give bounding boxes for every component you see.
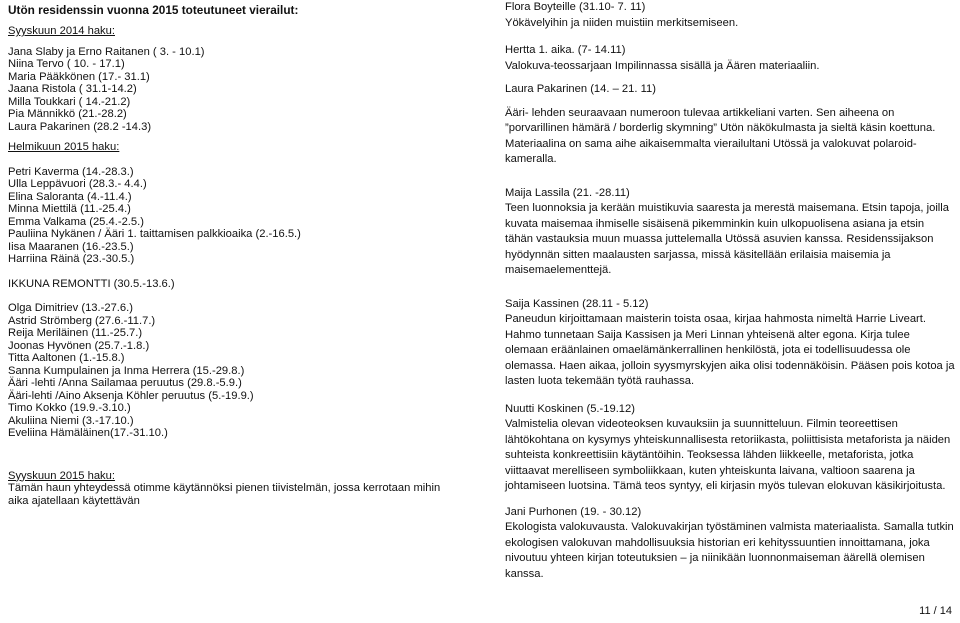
list-item: Niina Tervo ( 10. - 17.1) <box>8 58 125 70</box>
section-heading-2014: Syyskuun 2014 haku: <box>8 25 115 37</box>
list-item: Minna Miettilä (11.-25.4.) <box>8 203 131 215</box>
list-item: Iisa Maaranen (16.-23.5.) <box>8 240 134 253</box>
entry-title: Flora Boyteille (31.10- 7. 11) <box>505 1 646 13</box>
section-heading-2015-sep: Syyskuun 2015 haku: <box>8 469 115 482</box>
list-item: Laura Pakarinen (28.2 -14.3) <box>8 120 152 133</box>
entry-title: Maija Lassila (21. -28.11) <box>505 186 630 199</box>
autumn-description: Tämän haun yhteydessä otimme käytännöksi pienen tiivistelmän, jossa kerrotaan mihin aika ajatellaan käytettävän <box>8 482 441 507</box>
right-column <box>505 0 955 596</box>
page-number: 11 / 14 <box>919 605 952 617</box>
page-title: Utön residenssin vuonna 2015 toteutuneet vierailut: <box>8 3 299 17</box>
list-item: Timo Kokko (19.9.-3.10.) <box>8 402 131 414</box>
list-item: Harriina Räinä (23.-30.5.) <box>8 253 135 265</box>
list-item: Eveliina Hämäläinen(17.-31.10.) <box>8 427 168 439</box>
list-item: Astrid Strömberg (27.6.-11.7.) <box>8 314 156 327</box>
entry-text: Ekologista valokuvausta. Valokuvakirjan työstäminen valmista materiaalista. Samalla tutkin ekologisen valokuvan mahdollisuuksia historian eri kehityssuuntien innoittamana, joka nivoutuu yhteen kirjan toteutuksien – ja niinikään luonnonmaiseman äärellä olemisen kanssa. <box>505 521 954 580</box>
repair-note: IKKUNA REMONTTI (30.5.-13.6.) <box>8 277 175 290</box>
entry-title: Saija Kassinen (28.11 - 5.12) <box>505 297 649 310</box>
entry-title: Nuutti Koskinen (5.-19.12) <box>505 402 635 415</box>
left-column <box>8 0 478 508</box>
list-item: Pauliina Nykänen / Ääri 1. taittamisen palkkioaika (2.-16.5.) <box>8 228 301 240</box>
entry-text: Teen luonnoksia ja kerään muistikuvia saaresta ja merestä maisemana. Etsin tapoja, joilla kuvata maisemaa ihmiselle sisäisenä pikemminkin kuin ulkopuolisena asiana ja etsin tähän vastauksia muun muassa juttelemalla Utössä asuvien kanssa. Residenssijakson hyödynnän sitten maalausten sarjassa, missä käsitellään erilaisia maisemia ja maisemaelementtejä. <box>505 202 949 276</box>
list-item: Olga Dimitriev (13.-27.6.) <box>8 302 133 314</box>
entry-title: Hertta 1. aika. (7- 14.11) <box>505 44 626 56</box>
list-item: Jaana Ristola ( 31.1-14.2) <box>8 83 137 95</box>
list-item: Joonas Hyvönen (25.7.-1.8.) <box>8 339 150 352</box>
entry-text: Yökävelyihin ja niiden muistiin merkitsemiseen. <box>505 16 739 29</box>
list-item: Milla Toukkari ( 14.-21.2) <box>8 95 131 108</box>
entry-text: Paneudun kirjoittamaan maisterin toista osaa, kirjaa hahmosta nimeltä Harrie Liveart. Hahmo tunnetaan Saija Kassisen ja Meri Linnan yhteisenä alter egona. Kirja tulee olemaan eräänlainen omaelämänkerrallinen henkilöstä, jota ei todellisuudessa ole olemassa. Haen aikaa, jolloin syysmyrskyjen aika olisi todennäköisin. Pääsen pois kotoa ja lasten luota tekemään työtä rauhassa. <box>505 313 955 387</box>
list-item: Maria Pääkkönen (17.- 31.1) <box>8 70 150 83</box>
list-item: Emma Valkama (25.4.-2.5.) <box>8 215 144 228</box>
entry-text: Ääri- lehden seuraavaan numeroon tulevaa artikkeliani varten. Sen aiheena on ”porvarillinen hämärä / borderlig skymning” Utön näkökulmasta ja sieltä käsin koettuna. Materiaalina on sama aihe aikaisemmalta vierailultani Utössä ja valokuvat polaroid-kameralla. <box>505 106 936 165</box>
list-item: Titta Aaltonen (1.-15.8.) <box>8 352 125 364</box>
list-item: Ääri -lehti /Anna Sailamaa peruutus (29.8.-5.9.) <box>8 377 242 389</box>
list-item: Jana Slaby ja Erno Raitanen ( 3. - 10.1) <box>8 45 205 58</box>
list-item: Ääri-lehti /Aino Aksenja Köhler peruutus (5.-19.9.) <box>8 389 254 402</box>
entry-title: Jani Purhonen (19. - 30.12) <box>505 505 642 518</box>
list-item: Elina Saloranta (4.-11.4.) <box>8 190 132 203</box>
list-item: Pia Männikkö (21.-28.2) <box>8 108 127 120</box>
entry-text: Valokuva-teossarjaan Impilinnassa sisällä ja Äären materiaaliin. <box>505 59 820 72</box>
list-item: Ulla Leppävuori (28.3.- 4.4.) <box>8 178 147 190</box>
list-item: Akuliina Niemi (3.-17.10.) <box>8 414 134 427</box>
entry-text: Valmistelia olevan videoteoksen kuvauksiin ja suunnitteluun. Filmin teoreettisen lähtökohtana on kysymys yhteiskunnallisesta retoriikasta, poliittisista metaforista ja näiden suhteista konkreettisiin käytäntöihin. Teoksessa lähden liikkeelle, metaforista, jotka viittaavat merelliseen symboliikkaan, kuten yhteiskunta laivana, valtioon saarena ja johtamiseen luotsina. Tämä teos syntyy, eli kirjasin myös tulevan elokuvan käsikirjoitusta. <box>505 418 951 492</box>
list-item: Sanna Kumpulainen ja Inma Herrera (15.-29.8.) <box>8 364 245 377</box>
list-item: Petri Kaverma (14.-28.3.) <box>8 165 134 178</box>
section-heading-2015-feb: Helmikuun 2015 haku: <box>8 141 120 153</box>
entry-title: Laura Pakarinen (14. – 21. 11) <box>505 83 656 95</box>
list-item: Reija Meriläinen (11.-25.7.) <box>8 327 143 339</box>
